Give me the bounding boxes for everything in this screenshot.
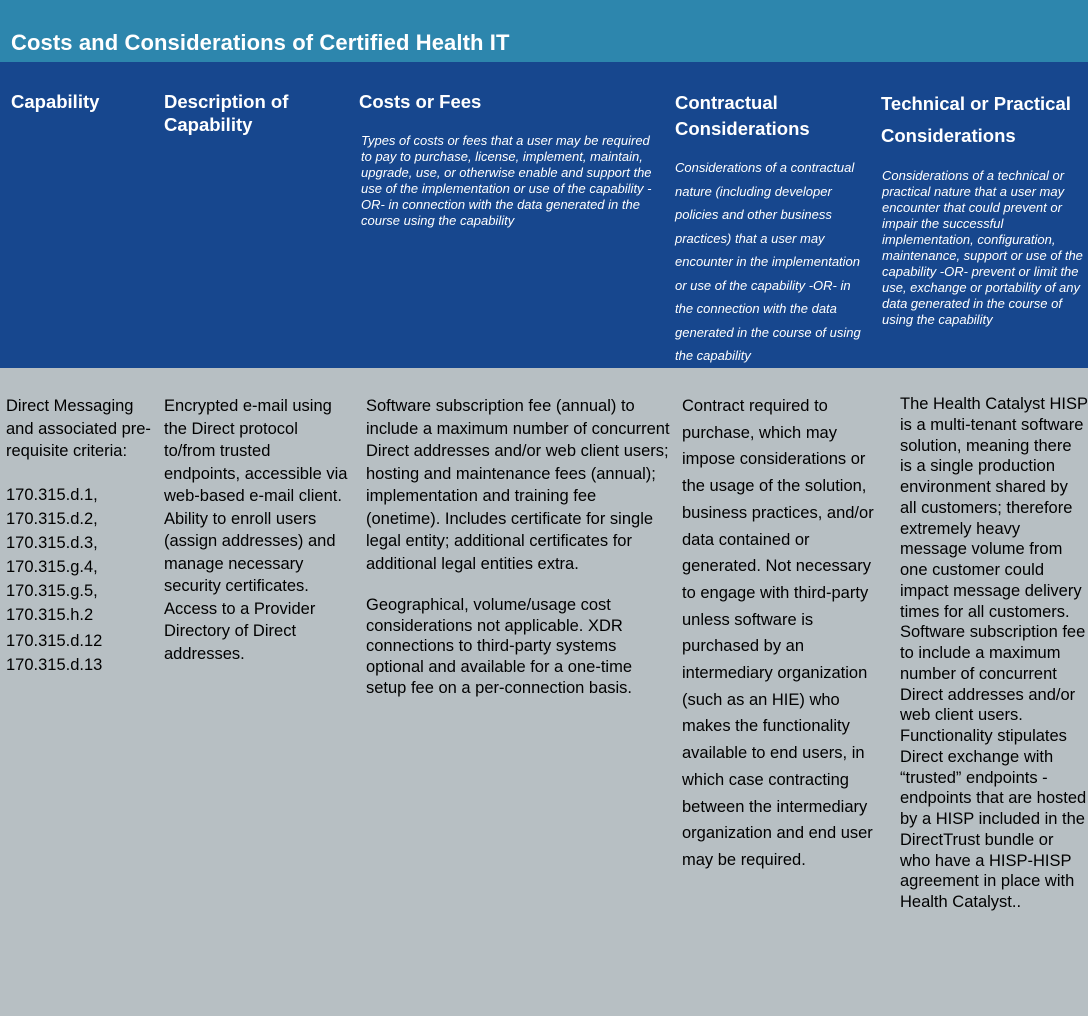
header-capability [11, 90, 151, 113]
header-description [164, 90, 344, 136]
header-contractual-title: Contractual Considerations [675, 92, 810, 139]
criteria-item: 170.315.d.3, [6, 533, 98, 552]
table-row [0, 368, 1088, 1016]
criteria-item: 170.315.d.2, [6, 509, 98, 528]
cell-costs [366, 395, 672, 699]
header-costs-subtitle: Types of costs or fees that a user may be required to pay to purchase, license, implement, maintain, upgrade, use, or otherwise enable and support the use of the implementation or use of the capability -OR- in connection with the data generated in the course using the capability [361, 133, 652, 228]
cell-contractual [682, 393, 886, 874]
header-costs-title: Costs or Fees [359, 91, 482, 112]
description-text: Encrypted e-mail using the Direct protocol to/from trusted endpoints, accessible via web-based e-mail client. Ability to enroll users (assign addresses) and manage necessary security certificates. Access to a Provider Directory of Direct addresses. [164, 397, 348, 663]
header-costs [359, 90, 663, 229]
criteria-item: 170.315.g.5, [6, 581, 98, 600]
header-technical-subtitle: Considerations of a technical or practical nature that a user may encounter that could prevent or impair the successful implementation, configuration, maintenance, support or use of the capability -OR- prevent or limit the use, exchange or portability of any data generated in the course of using the capability [882, 168, 1083, 327]
header-description-title: Description of Capability [164, 91, 289, 135]
page-title: Costs and Considerations of Certified Health IT [11, 30, 510, 55]
header-technical [881, 88, 1083, 328]
cell-capability [6, 395, 152, 677]
criteria-item: 170.315.g.4, [6, 557, 98, 576]
costs-paragraph-1: Software subscription fee (annual) to include a maximum number of concurrent Direct addresses and/or web client users; hosting and maintenance fees (annual); implementation and training fee (onetime). Includes certificate for single legal entity; additional certificates for additional legal entities extra. [366, 397, 670, 573]
header-capability-title: Capability [11, 91, 100, 112]
technical-text: The Health Catalyst HISP is a multi-tenant software solution, meaning there is a single production environment shared by all customers; therefore extremely heavy message volume from one customer could impact message delivery times for all customers. Software subscription fee to include a maximum number of concurrent Direct addresses and/or web client users. Functionality stipulates Direct exchange with “trusted” endpoints - endpoints that are hosted by a HISP included in the DirectTrust bundle or who have a HISP-HISP agreement in place with Health Catalyst.. [900, 395, 1088, 911]
criteria-item: 170.315.h.2 [6, 605, 94, 624]
criteria-item: 170.315.d.12 [6, 631, 103, 650]
header-contractual [675, 90, 871, 368]
table-header [0, 62, 1088, 368]
criteria-item: 170.315.d.1, [6, 485, 98, 504]
criteria-item: 170.315.d.13 [6, 655, 103, 674]
title-bar [0, 0, 1088, 62]
capability-intro: Direct Messaging and associated pre-requisite criteria: [6, 397, 151, 460]
header-contractual-subtitle: Considerations of a contractual nature (including developer policies and other business practices) that a user may encounter in the implementation or use of the capability -OR- in the connection with the data generated in the course of using the capability [675, 160, 861, 363]
cell-technical [900, 394, 1088, 913]
cell-description [164, 395, 350, 665]
criteria-list [6, 483, 152, 677]
header-technical-title: Technical or Practical Considerations [881, 93, 1071, 146]
contractual-text: Contract required to purchase, which may impose considerations or the usage of the solution, business practices, and/or data contained or generated. Not necessary to engage with third-party unless software is purchased by an intermediary organization (such as an HIE) who makes the functionality available to end users, in which case contracting between the intermediary organization and end user may be required. [682, 397, 874, 869]
costs-paragraph-2: Geographical, volume/usage cost considerations not applicable. XDR connections to third-party systems optional and available for a one-time setup fee on a per-connection basis. [366, 596, 633, 697]
